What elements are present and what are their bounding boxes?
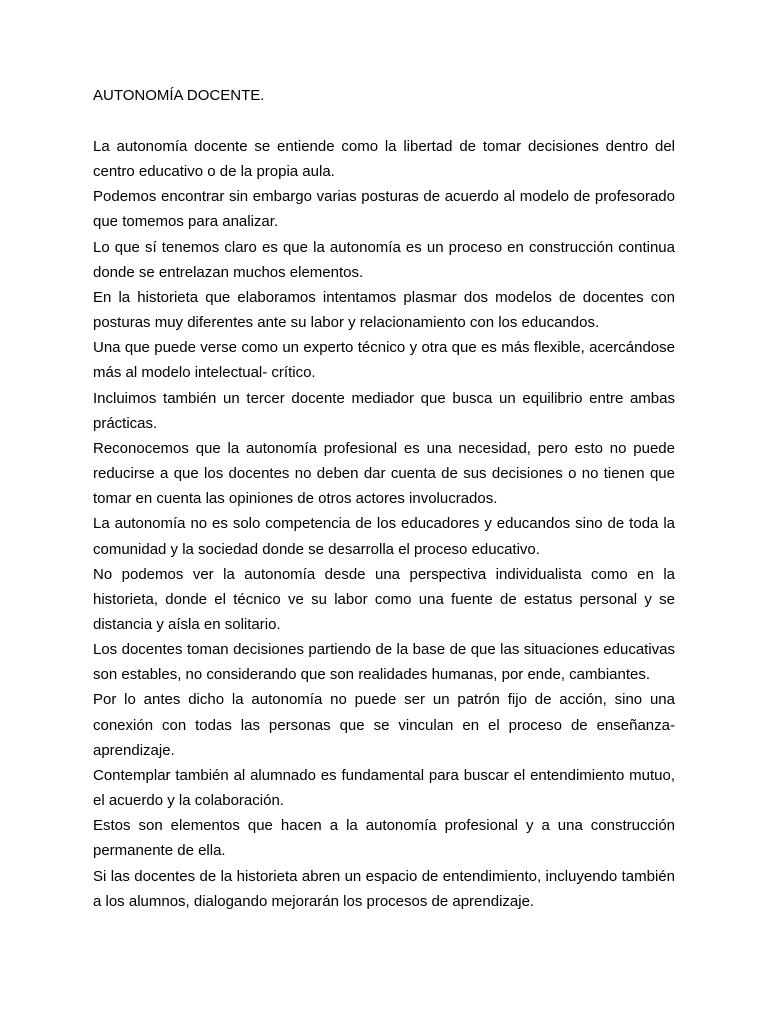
document-body: [93, 134, 675, 914]
paragraph: Reconocemos que la autonomía profesional es una necesidad, pero esto no puede reducirse a que los docentes no deben dar cuenta de sus decisiones o no tienen que tomar en cuenta las opiniones de otros actores involucrados.: [93, 439, 675, 508]
paragraph: Lo que sí tenemos claro es que la autonomía es un proceso en construcción continua donde se entrelazan muchos elementos.: [93, 238, 675, 281]
paragraph: Por lo antes dicho la autonomía no puede ser un patrón fijo de acción, sino una conexión con todas las personas que se vinculan en el proceso de enseñanza-aprendizaje.: [93, 691, 675, 759]
paragraph: Una que puede verse como un experto técnico y otra que es más flexible, acercándose más al modelo intelectual- crítico.: [93, 339, 675, 382]
paragraph: Estos son elementos que hacen a la autonomía profesional y a una construcción permanente de ella.: [93, 817, 675, 860]
paragraph: Los docentes toman decisiones partiendo de la base de que las situaciones educativas son estables, no considerando que son realidades humanas, por ende, cambiantes.: [93, 641, 675, 684]
paragraph: Contemplar también al alumnado es fundamental para buscar el entendimiento mutuo, el acuerdo y la colaboración.: [93, 766, 675, 810]
paragraph: La autonomía docente se entiende como la libertad de tomar decisiones dentro del centro educativo o de la propia aula.: [93, 138, 675, 181]
paragraph: Incluimos también un tercer docente mediador que busca un equilibrio entre ambas prácticas.: [93, 389, 675, 432]
paragraph: Si las docentes de la historieta abren un espacio de entendimiento, incluyendo también a los alumnos, dialogando mejorarán los procesos de aprendizaje.: [93, 867, 675, 910]
paragraph: La autonomía no es solo competencia de los educadores y educandos sino de toda la comunidad y la sociedad donde se desarrolla el proceso educativo.: [93, 515, 675, 558]
paragraph: En la historieta que elaboramos intentamos plasmar dos modelos de docentes con posturas muy diferentes ante su labor y relacionamiento con los educandos.: [93, 288, 675, 332]
paragraph: Podemos encontrar sin embargo varias posturas de acuerdo al modelo de profesorado que tomemos para analizar.: [93, 188, 675, 231]
paragraph: No podemos ver la autonomía desde una perspectiva individualista como en la historieta, donde el técnico ve su labor como una fuente de estatus personal y se distancia y aísla en solitario.: [93, 565, 675, 633]
document-title: AUTONOMÍA DOCENTE.: [93, 87, 265, 104]
